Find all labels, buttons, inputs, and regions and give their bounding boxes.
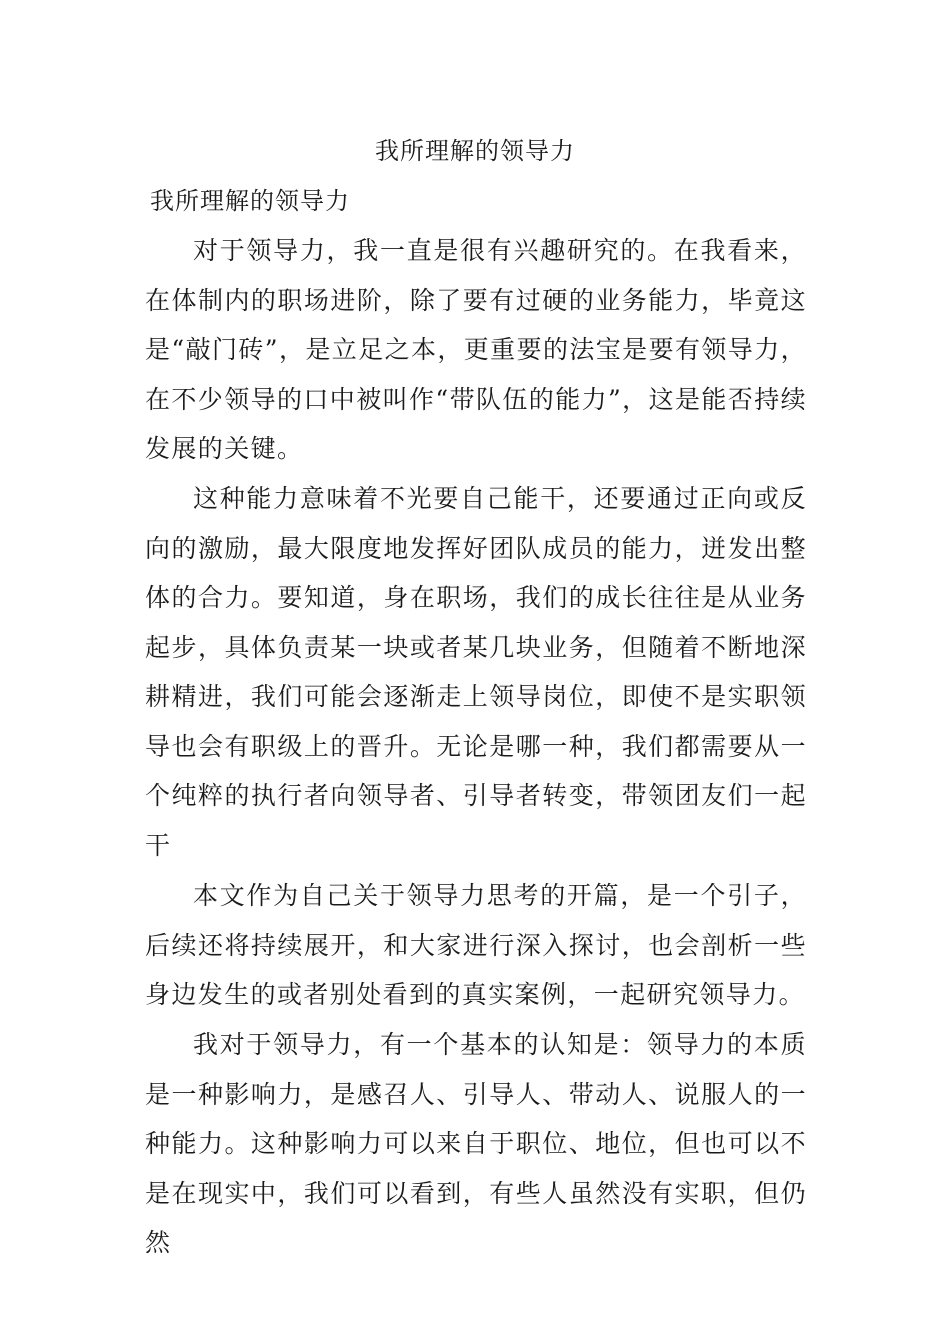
document-subtitle: 我所理解的领导力 xyxy=(150,187,350,215)
document-title: 我所理解的领导力 xyxy=(375,137,575,165)
paragraph-4: 我对于领导力，有一个基本的认知是：领导力的本质是一种影响力，是感召人、引导人、带动人、说服人的一种能力。这种影响力可以来自于职位、地位，但也可以不是在现实中，我们可以看到，有些人虽然没有实职，但仍然 xyxy=(145,1030,807,1257)
paragraph-1: 对于领导力，我一直是很有兴趣研究的。在我看来，在体制内的职场进阶，除了要有过硬的业务能力，毕竟这是“敲门砖”，是立足之本，更重要的法宝是要有领导力，在不少领导的口中被叫作“带队伍的能力”，这是能否持续发展的关键。 xyxy=(145,236,807,463)
paragraph-2: 这种能力意味着不光要自己能干，还要通过正向或反向的激励，最大限度地发挥好团队成员的能力，迸发出整体的合力。要知道，身在职场，我们的成长往往是从业务起步，具体负责某一块或者某几块业务，但随着不断地深耕精进，我们可能会逐渐走上领导岗位，即使不是实职领导也会有职级上的晋升。无论是哪一种，我们都需要从一个纯粹的执行者向领导者、引导者转变，带领团友们一起干 xyxy=(145,484,807,860)
paragraph-3: 本文作为自己关于领导力思考的开篇，是一个引子，后续还将持续展开，和大家进行深入探讨，也会剖析一些身边发生的或者别处看到的真实案例，一起研究领导力。 xyxy=(145,881,807,1009)
